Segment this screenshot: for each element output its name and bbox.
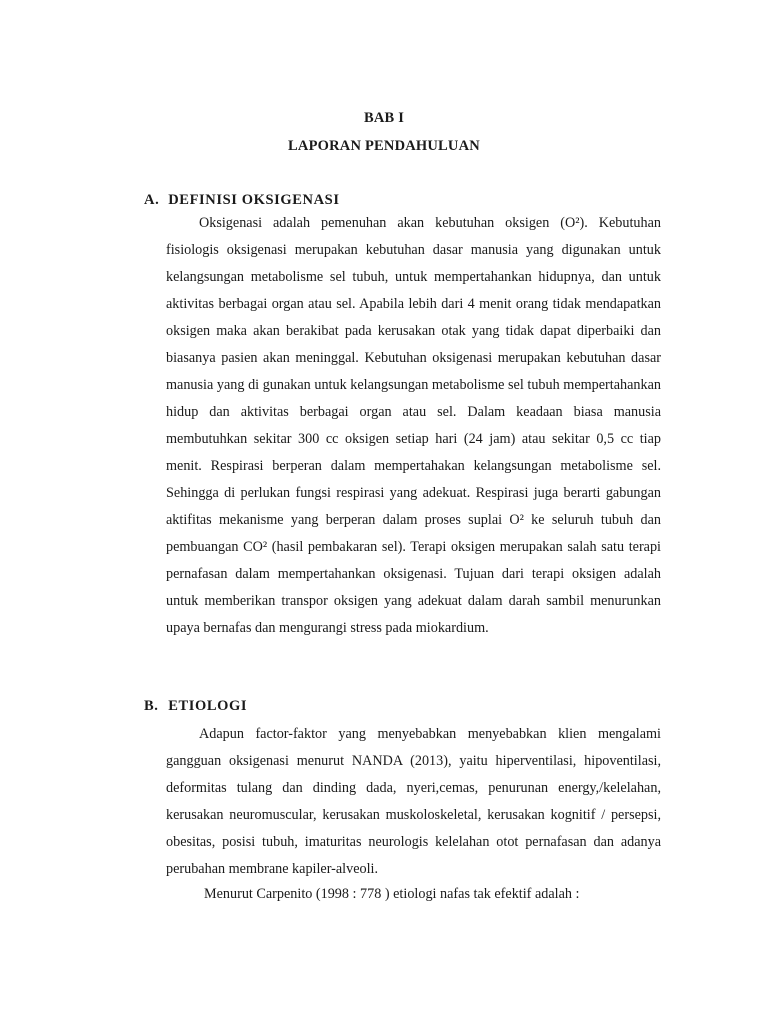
chapter-title: BAB I: [363, 110, 405, 126]
section-b-paragraph: Adapun factor-faktor yang menyebabkan menyebabkan klien mengalami gangguan oksigenasi menurut NANDA (2013), yaitu hiperventilasi, hipoventilasi, deformitas tulang dan dinding dada, nyeri,cemas, penurunan energy,/kelelahan, kerusakan neuromuscular, kerusakan muskoloskeletal, kerusakan kognitif / persepsi, obesitas, posisi tubuh, imaturitas neurologis kelelahan otot pernafasan dan adanya perubahan membrane kapiler-alveoli.: [166, 726, 661, 877]
report-title: LAPORAN PENDAHULUAN: [288, 138, 480, 154]
section-a-marker: A.: [144, 192, 160, 208]
carpenito-line: Menurut Carpenito (1998 : 778 ) etiologi nafas tak efektif adalah :: [204, 886, 580, 902]
section-b-marker: B.: [144, 698, 159, 714]
section-a-title: DEFINISI OKSIGENASI: [168, 192, 340, 208]
section-b-heading: [144, 698, 247, 715]
section-a-paragraph: Oksigenasi adalah pemenuhan akan kebutuhan oksigen (O²). Kebutuhan fisiologis oksigenasi merupakan kebutuhan dasar manusia yang digunakan untuk kelangsungan metabolisme sel tubuh, untuk mempertahankan hidupnya, dan untuk aktivitas berbagai organ atau sel. Apabila lebih dari 4 menit orang tidak mendapatkan oksigen maka akan berakibat pada kerusakan otak yang tidak dapat diperbaiki dan biasanya pasien akan meninggal. Kebutuhan oksigenasi merupakan kebutuhan dasar manusia yang di gunakan untuk kelangsungan metabolisme sel tubuh mempertahankan hidup dan aktivitas berbagai organ atau sel. Dalam keadaan biasa manusia membutuhkan sekitar 300 cc oksigen setiap hari (24 jam) atau sekitar 0,5 cc tiap menit. Respirasi berperan dalam mempertahakan kelangsungan metabolisme sel. Sehingga di perlukan fungsi respirasi yang adekuat. Respirasi juga berarti gabungan aktifitas mekanisme yang berperan dalam proses suplai O² ke seluruh tubuh dan pembuangan CO² (hasil pembakaran sel). Terapi oksigen merupakan salah satu terapi pernafasan dalam mempertahankan oksigenasi. Tujuan dari terapi oksigen adalah untuk memberikan transpor oksigen yang adekuat dalam darah sambil menurunkan upaya bernafas dan mengurangi stress pada miokardium.: [166, 215, 661, 636]
section-a-heading: [144, 192, 340, 209]
section-b-title: ETIOLOGI: [168, 698, 248, 714]
